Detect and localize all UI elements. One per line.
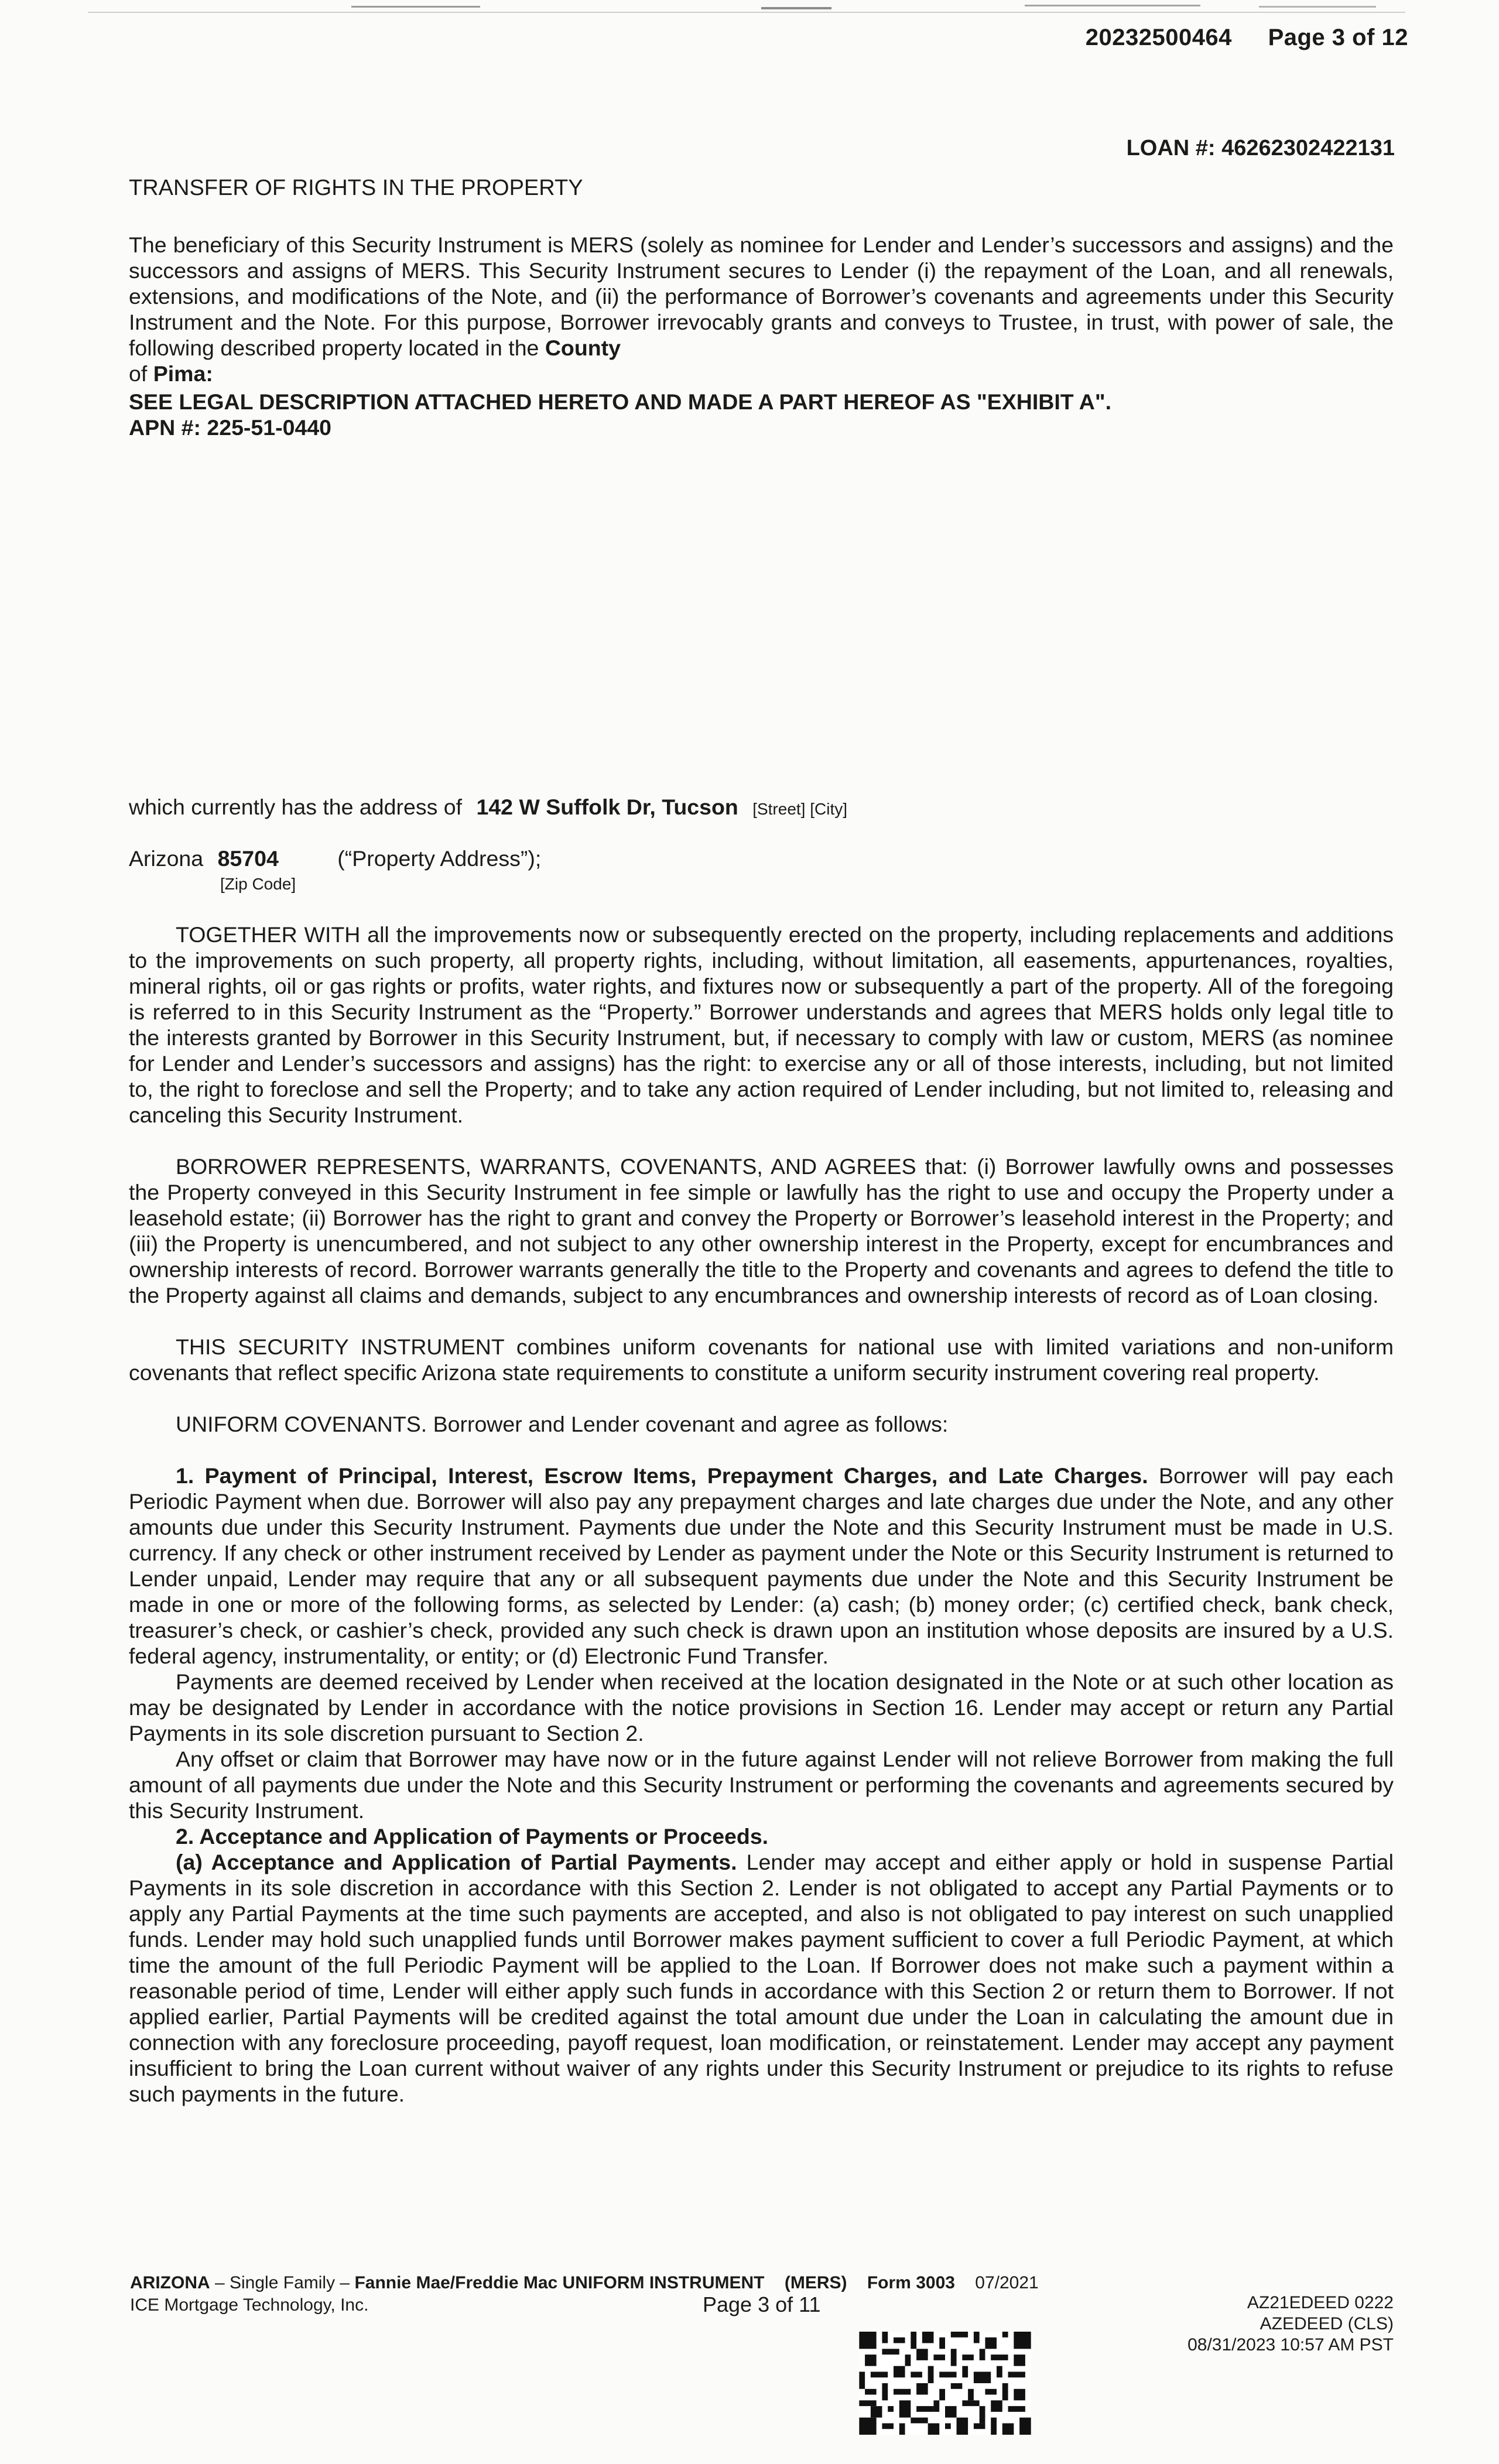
apn-number: APN #: 225-51-0440 (129, 415, 332, 440)
footer-form-info (130, 2272, 1039, 2316)
footer-codes (1187, 2292, 1394, 2356)
covenant-body (129, 922, 1394, 2107)
section-1-paragraph (129, 1463, 1394, 1669)
county-label: County (545, 336, 621, 360)
address-line (129, 794, 1394, 822)
section-title: TRANSFER OF RIGHTS IN THE PROPERTY (129, 176, 583, 200)
section-1-heading: 1. Payment of Principal, Interest, Escrow Items, Prepayment Charges, and Late Charges. (176, 1463, 1148, 1488)
footer-form-b: Fannie Mae/Freddie Mac UNIFORM INSTRUMENT (354, 2273, 765, 2292)
state-zip-line (129, 846, 1394, 871)
footer-form-a: – Single Family – (210, 2273, 355, 2292)
footer-company: ICE Mortgage Technology, Inc. (130, 2295, 369, 2315)
footer-mers: (MERS) (784, 2273, 847, 2292)
footer-code-1: AZ21EDEED 0222 (1247, 2293, 1394, 2312)
street-city: 142 W Suffolk Dr, Tucson (476, 795, 738, 819)
footer-timestamp: 08/31/2023 10:57 AM PST (1187, 2335, 1394, 2355)
section-2a-paragraph (129, 1849, 1394, 2107)
legal-description: SEE LEGAL DESCRIPTION ATTACHED HERETO AND MADE A PART HEREOF AS "EXHIBIT A". (129, 389, 1112, 414)
scan-artifact-strip (88, 0, 1405, 23)
property-address-label: (“Property Address”); (337, 846, 542, 871)
footer-page-number: Page 3 of 11 (703, 2292, 821, 2316)
county-name: Pima: (153, 361, 213, 386)
zip-code: 85704 (217, 846, 279, 871)
transfer-paragraph (129, 232, 1394, 361)
section-1-offset: Any offset or claim that Borrower may have now or in the future against Lender will not relieve Borrower from making the full amount of all payments due under the Note and this Security Instrument or performing the covenants and agreements secured by this Security Instrument. (129, 1747, 1394, 1823)
transfer-text: The beneficiary of this Security Instrument is MERS (solely as nominee for Lender and Lender’s successors and assigns) and the successors and assigns of MERS. This Security Instrument secures to Lender (i) the repayment of the Loan, and all renewals, extensions, and modifications of the Note, and (ii) the performance of Borrower’s covenants and agreements under this Security Instrument and the Note. For this purpose, Borrower irrevocably grants and conveys to Trustee, in trust, with power of sale, the following described property located in the (129, 232, 1394, 360)
barcode-icon (858, 2332, 1032, 2435)
together-paragraph: TOGETHER WITH all the improvements now or subsequently erected on the property, including replacements and additions to the improvements on such property, all property rights, including, without limitation, all easements, appurtenances, royalties, mineral rights, oil or gas rights or profits, water rights, and fixtures now or subsequently a part of the property. All of the foregoing is referred to in this Security Instrument as the “Property.” Borrower understands and agrees that MERS holds only legal title to the interests granted by Borrower in this Security Instrument, but, if necessary to comply with law or custom, MERS (as nominee for Lender and Lender’s successors and assigns) has the right: to exercise any or all of those interests, including, but not limited to, the right to foreclose and sell the Property; and to take any action required of Lender including, but not limited to, releasing and canceling this Security Instrument. (129, 922, 1394, 1127)
this-security-paragraph: THIS SECURITY INSTRUMENT combines uniform covenants for national use with limited variations and non-uniform covenants that reflect specific Arizona state requirements to constitute a uniform security instrument covering real property. (129, 1334, 1394, 1385)
street-city-hint: [Street] [City] (752, 800, 848, 818)
document-number: 20232500464 (1085, 25, 1232, 50)
footer-form-number: Form 3003 (867, 2273, 955, 2292)
county-line (129, 361, 1394, 386)
section-2a-heading: (a) Acceptance and Application of Partial Payments. (176, 1850, 737, 1874)
footer-state: ARIZONA (130, 2273, 210, 2292)
document-header (1086, 25, 1408, 51)
footer-form-date: 07/2021 (975, 2273, 1039, 2292)
state-name: Arizona (129, 846, 204, 871)
loan-number: LOAN #: 46262302422131 (1126, 136, 1395, 160)
section-2-heading: 2. Acceptance and Application of Payments or Proceeds. (176, 1824, 769, 1849)
address-prefix: which currently has the address of (129, 795, 463, 819)
footer-form-line (130, 2272, 1039, 2294)
uniform-covenants: UNIFORM COVENANTS. Borrower and Lender covenant and agree as follows: (176, 1412, 949, 1436)
page-indicator: Page 3 of 12 (1268, 25, 1408, 50)
transfer-section (129, 232, 1394, 440)
section-2a-text: Lender may accept and either apply or hold in suspense Partial Payments in its sole discretion in accordance with this Section 2. Lender is not obligated to accept any Partial Payments or to apply any Partial Payments at the time such payments are accepted, and also is not obligated to pay interest on such unapplied funds. Lender may hold such unapplied funds until Borrower makes payment sufficient to cover a full Periodic Payment, at which time the amount of the full Periodic Payment will be applied to the Loan. If Borrower does not make such a payment within a reasonable period of time, Lender will either apply such funds in accordance with this Section 2 or return them to Borrower. If not applied earlier, Partial Payments will be credited against the total amount due under the Loan in calculating the amount due in connection with any foreclosure proceeding, payoff request, loan modification, or reinstatement. Lender may accept any payment insufficient to bring the Loan current without waiver of any rights under this Security Instrument or prejudice to its rights to refuse such payments in the future. (129, 1850, 1394, 2106)
section-1-received: Payments are deemed received by Lender when received at the location designated in the Note or at such other location as may be designated by Lender in accordance with the notice provisions in Section 16. Lender may accept or return any Partial Payments in its sole discretion pursuant to Section 2. (129, 1669, 1394, 1746)
section-1-text: Borrower will pay each Periodic Payment when due. Borrower will also pay any prepayment charges and late charges due under the Note, and any other amounts due under this Security Instrument. Payments due under the Note and this Security Instrument must be made in U.S. currency. If any check or other instrument received by Lender as payment under the Note or this Security Instrument is returned to Lender unpaid, Lender may require that any or all subsequent payments due under the Note and this Security Instrument be made in one or more of the following forms, as selected by Lender: (a) cash; (b) money order; (c) certified check, bank check, treasurer’s check, or cashier’s check, provided any such check is drawn upon an institution whose deposits are insured by a U.S. federal agency, instrumentality, or entity; or (d) Electronic Fund Transfer. (129, 1463, 1394, 1668)
footer-code-2: AZEDEED (CLS) (1260, 2314, 1394, 2333)
borrower-paragraph: BORROWER REPRESENTS, WARRANTS, COVENANTS, AND AGREES that: (i) Borrower lawfully owns and possesses the Property conveyed in this Security Instrument in fee simple or lawfully has the right to use and occupy the Property under a leasehold estate; (ii) Borrower has the right to grant and convey the Property or Borrower’s leasehold interest in the Property; and (iii) the Property is unencumbered, and not subject to any other ownership interest in the Property, except for encumbrances and ownership interests of record. Borrower warrants generally the title to the Property and covenants and agrees to defend the title to the Property against all claims and demands, subject to any encumbrances and ownership interests of record as of Loan closing. (129, 1154, 1394, 1308)
address-block (129, 794, 1394, 897)
zip-code-hint: [Zip Code] (220, 875, 296, 893)
of-label: of (129, 361, 148, 386)
